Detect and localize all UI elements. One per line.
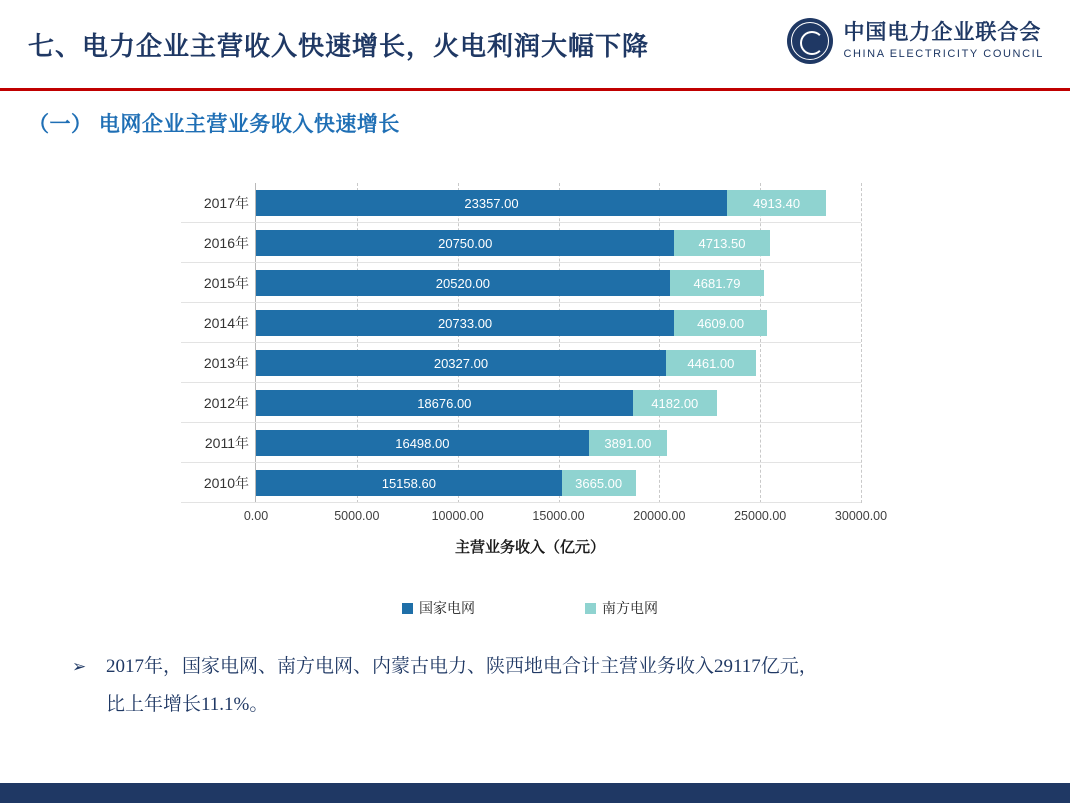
bar-value-label: 3665.00 [575,475,623,491]
footer-bar [0,783,1070,803]
bullet-icon: ➢ [72,657,87,676]
bar-value-label: 20520.00 [435,275,491,291]
x-axis-tick-label: 25000.00 [734,509,787,523]
bar-value-label: 16498.00 [395,435,450,451]
bar-value-label: 4913.40 [753,195,801,211]
x-axis-tick-label: 10000.00 [431,509,484,523]
plot-area [203,183,888,523]
logo-name-en: CHINA ELECTRICITY COUNCIL [843,48,1044,61]
x-axis-tick-label: 15000.00 [532,509,585,523]
bar-segment[interactable] [674,230,769,256]
legend-label: 南方电网 [602,600,658,616]
y-axis-tick-label: 2012年 [203,395,249,411]
bar-value-label: 20733.00 [437,315,493,331]
bar-segment[interactable] [674,310,767,336]
header-divider [0,88,1070,91]
bar-segment[interactable] [256,230,674,256]
y-axis-tick-label: 2013年 [203,355,249,371]
council-emblem-icon [787,18,833,64]
bar-segment[interactable] [589,430,667,456]
footnote-line-1: 2017年，国家电网、南方电网、内蒙古电力、陕西地电合计主营业务收入29117亿元， [106,656,818,677]
y-axis-tick-label: 2015年 [203,275,249,291]
bar-chart [180,178,888,616]
legend-swatch-icon [585,603,596,614]
bar-value-label: 4609.00 [697,315,745,331]
gridline [861,183,862,503]
x-axis-tick-label: 30000.00 [834,509,888,523]
bar-segment[interactable] [670,270,764,296]
bar-segment[interactable] [256,190,727,216]
bar-value-label: 20750.00 [438,235,493,251]
logo-name-cn: 中国电力企业联合会 [843,21,1042,45]
bar-segment[interactable] [256,430,589,456]
y-axis-tick-label: 2014年 [203,315,249,331]
chart-row [203,343,861,383]
bar-segment[interactable] [256,310,674,336]
chart-row [203,383,861,423]
organization-logo [787,18,1044,64]
legend-label: 国家电网 [419,600,475,616]
x-axis-tick-label: 0.00 [243,509,269,523]
bar-value-label: 4713.50 [698,235,746,251]
page-title: 七、电力企业主营收入快速增长，火电利润大幅下降 [28,31,650,61]
row-separator [181,502,861,503]
x-axis-tick-label: 5000.00 [334,509,380,523]
x-axis-title: 主营业务收入（亿元） [454,539,605,556]
bar-value-label: 3891.00 [604,435,652,451]
bar-value-label: 4461.00 [687,355,735,371]
bar-value-label: 15158.60 [381,475,436,491]
section-subtitle: （一） 电网企业主营业务收入快速增长 [28,113,400,136]
y-axis-tick-label: 2017年 [203,195,249,211]
bar-value-label: 23357.00 [464,195,519,211]
y-axis-tick-label: 2010年 [203,475,249,491]
bar-value-label: 18676.00 [417,395,472,411]
bar-value-label: 20327.00 [433,355,489,371]
bar-segment[interactable] [562,470,636,496]
bar-value-label: 4681.79 [693,275,741,291]
y-axis-tick-label: 2016年 [203,235,249,251]
chart-row [204,423,861,463]
bar-segment[interactable] [256,390,633,416]
bar-segment[interactable] [666,350,756,376]
chart-row [203,263,861,303]
legend-swatch-icon [402,603,413,614]
bar-segment[interactable] [256,270,670,296]
chart-row [203,303,861,343]
x-axis-tick-label: 20000.00 [633,509,686,523]
bar-segment[interactable] [633,390,717,416]
legend-item[interactable] [585,598,658,618]
footnote [72,648,1012,724]
plot-inner [203,183,888,523]
chart-row [203,183,861,223]
chart-row [203,463,861,503]
chart-legend [180,598,880,618]
bar-segment[interactable] [256,350,666,376]
footnote-line-2: 比上年增长11.1%。 [106,694,269,715]
chart-row [203,223,861,263]
bar-value-label: 4182.00 [651,395,699,411]
y-axis-tick-label: 2011年 [204,435,249,451]
legend-item[interactable] [402,598,475,618]
logo-text [843,21,1044,61]
bar-segment[interactable] [727,190,826,216]
bar-segment[interactable] [256,470,562,496]
